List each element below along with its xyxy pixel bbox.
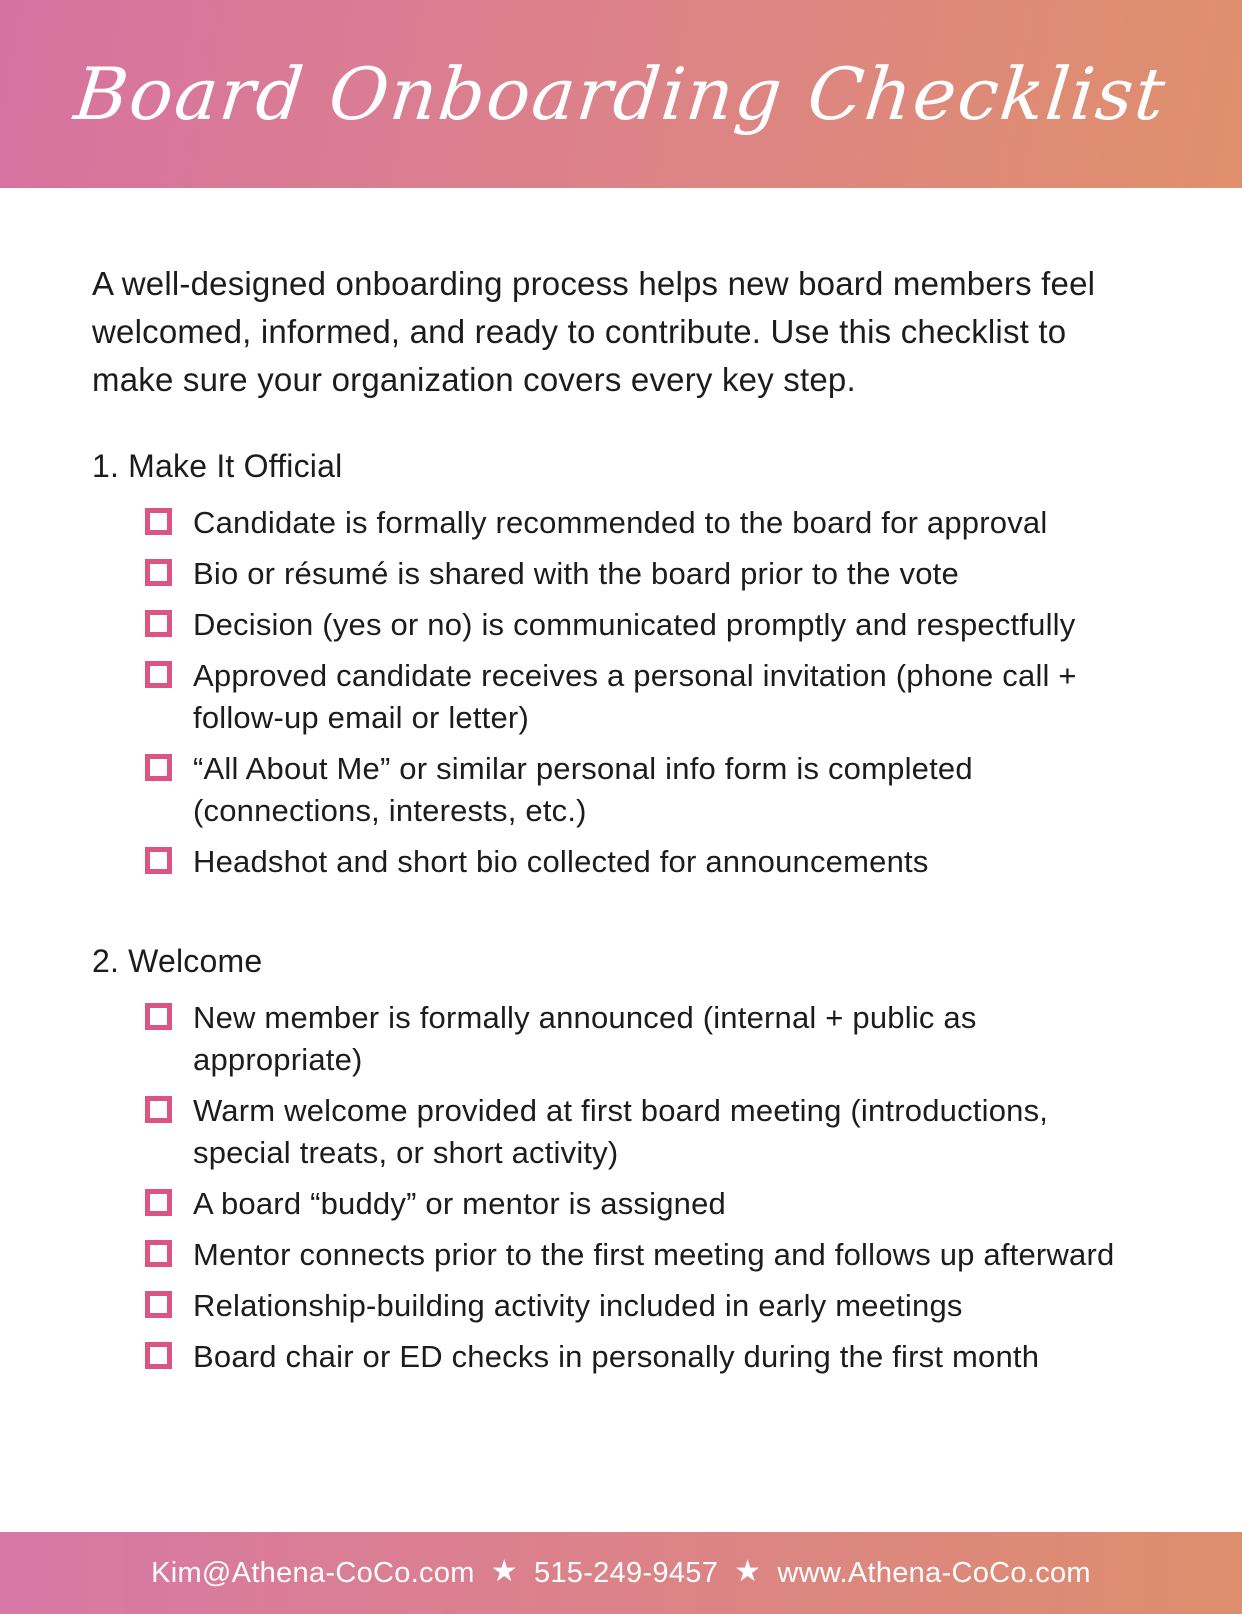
checklist-item — [145, 604, 1142, 646]
footer-banner — [0, 1532, 1242, 1614]
checkbox[interactable] — [145, 1096, 172, 1123]
checklist-item — [145, 655, 1142, 739]
checklist-item-label: Board chair or ED checks in personally during the first month — [193, 1339, 1040, 1374]
checkbox[interactable] — [145, 754, 172, 781]
checklist-item — [145, 1183, 1142, 1225]
star-icon: ★ — [734, 1555, 762, 1588]
checklist-item — [145, 1090, 1142, 1174]
footer-phone: 515-249-9457 — [533, 1556, 719, 1589]
checklist-item — [145, 841, 1142, 883]
checklist-item-label: Decision (yes or no) is communicated promptly and respectfully — [193, 607, 1076, 642]
checklist-item — [145, 997, 1142, 1081]
checklist-item-label: “All About Me” or similar personal info form is completed (connections, interests, etc.) — [193, 751, 973, 828]
header-banner — [0, 0, 1242, 188]
checkbox[interactable] — [145, 610, 172, 637]
checklist-item-label: New member is formally announced (internal + public as appropriate) — [193, 1000, 977, 1077]
checklist-item — [145, 1234, 1142, 1276]
section-title: 2. Welcome — [92, 943, 263, 979]
checklist-item — [145, 1336, 1142, 1378]
checkbox[interactable] — [145, 661, 172, 688]
checklist-item-label: A board “buddy” or mentor is assigned — [193, 1186, 726, 1221]
checkbox[interactable] — [145, 1291, 172, 1318]
star-icon: ★ — [490, 1555, 518, 1588]
checklist-item-label: Mentor connects prior to the first meeting and follows up afterward — [193, 1237, 1115, 1272]
checkbox[interactable] — [145, 559, 172, 586]
page-title: Board Onboarding Checklist — [70, 52, 1172, 136]
section-title: 1. Make It Official — [92, 448, 343, 484]
checkbox[interactable] — [145, 1342, 172, 1369]
section-welcome — [92, 941, 1142, 1378]
checklist-item-label: Bio or résumé is shared with the board prior to the vote — [193, 556, 959, 591]
checkbox[interactable] — [145, 1189, 172, 1216]
checkbox[interactable] — [145, 1240, 172, 1267]
checklist-item-label: Approved candidate receives a personal invitation (phone call + follow-up email or letter) — [193, 658, 1077, 735]
checklist-item — [145, 502, 1142, 544]
checklist-item — [145, 1285, 1142, 1327]
section-make-it-official — [92, 446, 1142, 883]
footer-email[interactable]: Kim@Athena-CoCo.com — [151, 1556, 475, 1589]
checklist-item-label: Candidate is formally recommended to the board for approval — [193, 505, 1048, 540]
checklist-item — [145, 748, 1142, 832]
document-body — [0, 188, 1242, 1532]
checklist-item-label: Warm welcome provided at first board meeting (introductions, special treats, or short activity) — [193, 1093, 1049, 1170]
checkbox[interactable] — [145, 847, 172, 874]
intro-paragraph: A well-designed onboarding process helps new board members feel welcomed, informed, and ready to contribute. Use this checklist to make sure your organization covers every key step. — [92, 265, 1096, 398]
checklist-item-label: Headshot and short bio collected for announcements — [193, 844, 929, 879]
checkbox[interactable] — [145, 508, 172, 535]
checkbox[interactable] — [145, 1003, 172, 1030]
checklist-item-label: Relationship-building activity included in early meetings — [193, 1288, 963, 1323]
checklist-item — [145, 553, 1142, 595]
footer-website[interactable]: www.Athena-CoCo.com — [777, 1556, 1091, 1589]
